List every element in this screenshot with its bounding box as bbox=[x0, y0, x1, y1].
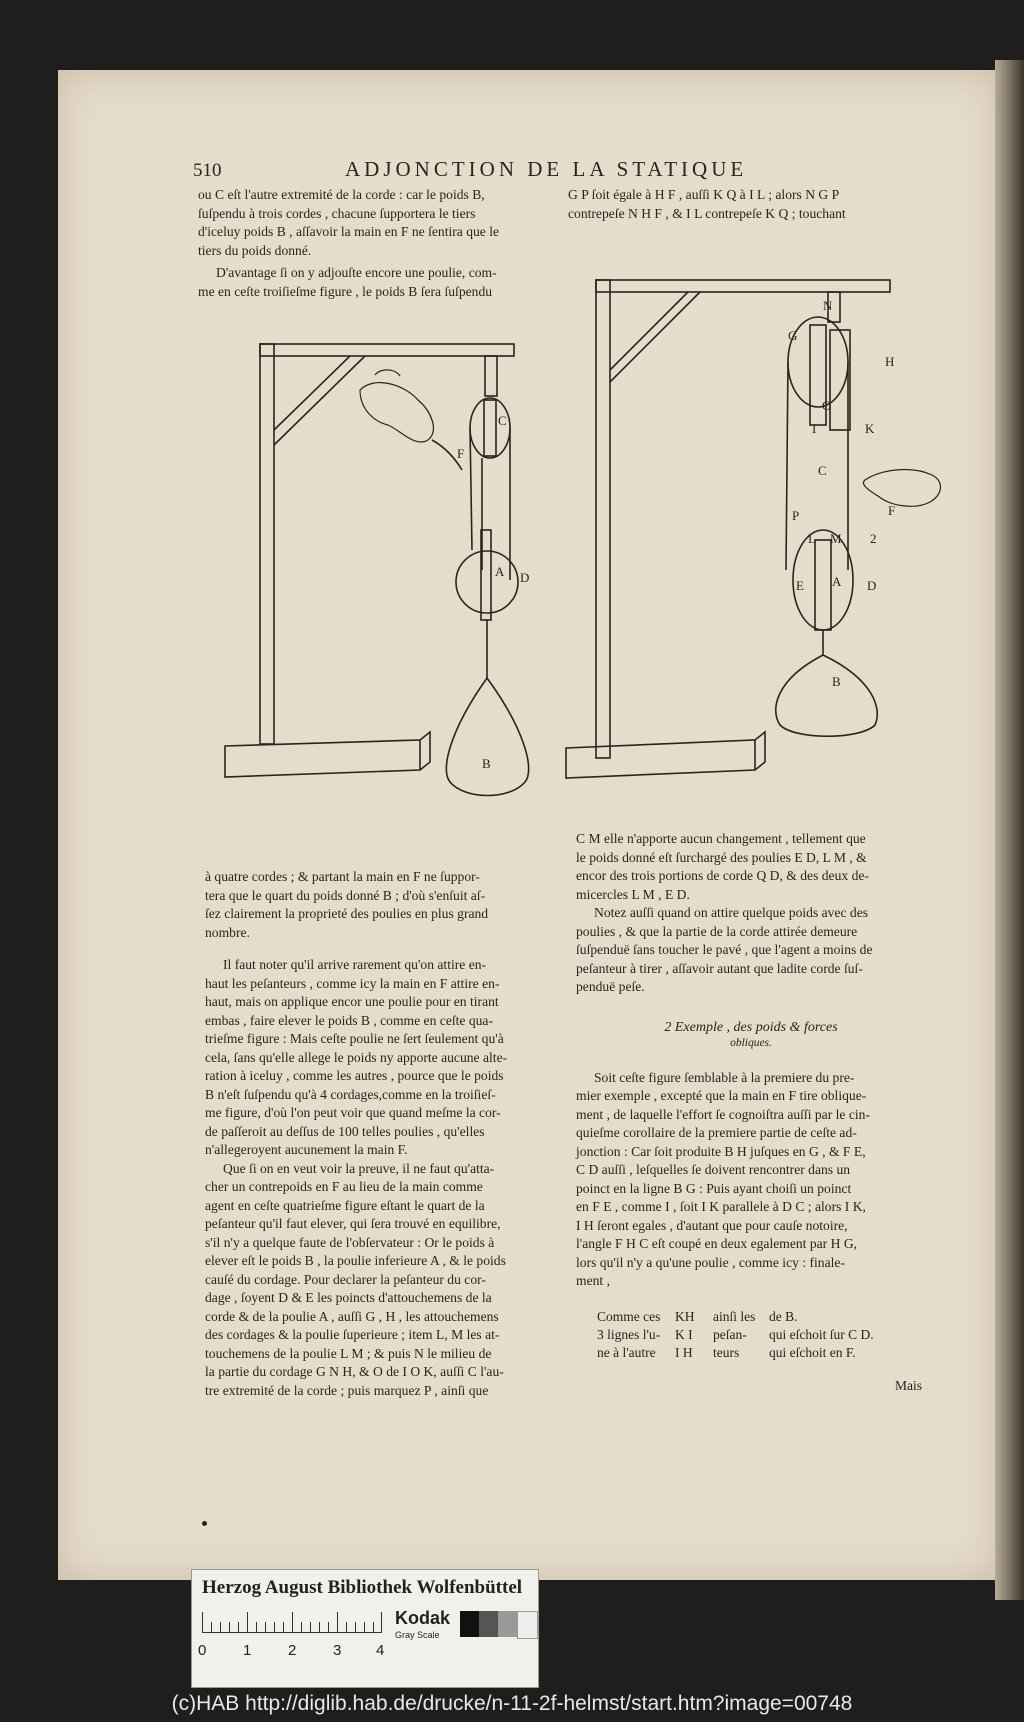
text-line: cauſé du cordage. Pour declarer la peſanteur du cor- bbox=[205, 1271, 486, 1287]
label-h: H bbox=[885, 354, 895, 369]
text-line: me figure, d'où l'on peut voir que quand meſme la cor- bbox=[205, 1105, 501, 1120]
gallows-brace bbox=[274, 356, 365, 445]
text-line: cela, ſans qu'elle allege le poids ny apporte aucune alte- bbox=[205, 1049, 508, 1065]
page-edge bbox=[995, 60, 1024, 1600]
label-f: F bbox=[888, 503, 896, 518]
label-e: E bbox=[796, 578, 804, 593]
text-line: s'il n'y a quelque faute de l'obſervateur : Or le poids à bbox=[205, 1234, 495, 1250]
text-line: la partie du cordage G N H, & O de I O K, auſſi C l'au- bbox=[205, 1364, 504, 1379]
text-line: des cordages & la poulie ſuperieure ; item L, M les at- bbox=[205, 1327, 500, 1342]
ruler-number: 0 bbox=[198, 1642, 207, 1659]
ruler-number: 3 bbox=[333, 1642, 342, 1659]
text-line: peſanteur qu'il faut elever, qui ſera trouvé en equilibre, bbox=[205, 1216, 501, 1231]
text-line: l'angle F H C eſt coupé en deux egalement par H G, bbox=[576, 1236, 858, 1251]
text-line: embas , faire elever le poids B , comme en ceſte qua- bbox=[205, 1012, 493, 1028]
proportion-cell: ne à l'autre bbox=[597, 1345, 656, 1360]
text-line: corde & de la poulie A , auſſi G , H , les attouchemens bbox=[205, 1308, 499, 1324]
left-column-bottom bbox=[205, 868, 560, 1400]
text-line: cher un contrepoids en F au lieu de la main comme bbox=[205, 1179, 483, 1194]
text-line: C D auſſi , leſquelles ſe doivent rencontrer dans un bbox=[576, 1162, 851, 1177]
ruler-scale bbox=[202, 1612, 382, 1633]
text-line: ſuſpendu à trois cordes , chacune ſupportera le tiers bbox=[198, 205, 476, 221]
text-line: ſuſpenduë ſans toucher le pavé , que l'agent a moins de bbox=[576, 942, 873, 957]
text-line: ou C eſt l'autre extremité de la corde : car le poids B, bbox=[198, 187, 485, 202]
upper-pulley-block bbox=[485, 356, 497, 396]
ink-dot bbox=[202, 1521, 207, 1526]
label-l: L bbox=[808, 531, 816, 546]
text-line: ment , de laquelle l'effort ſe cognoiſtra auſſi par le cin- bbox=[576, 1106, 870, 1122]
proportion-row bbox=[597, 1308, 927, 1326]
text-line: Notez auſſi quand on attire quelque poids avec des bbox=[594, 905, 869, 920]
color-target-card bbox=[191, 1569, 539, 1688]
label-d: D bbox=[867, 578, 877, 593]
text-line: tre extremité de la corde ; puis marquez P , ainſi que bbox=[205, 1382, 489, 1398]
text-line: mier exemple , excepté que la main en F tire oblique- bbox=[576, 1088, 867, 1103]
text-line: G P ſoit égale à H F , auſſi K Q à I L ; alors N G P bbox=[568, 187, 840, 202]
text-line: elever eſt le poids B , la poulie inferieure A , & le poids bbox=[205, 1253, 506, 1268]
proportion-cell: KH bbox=[675, 1309, 695, 1324]
text-line: B n'eſt ſuſpendu qu'à 4 cordages,comme en la troiſieſ- bbox=[205, 1086, 496, 1102]
text-line: agent en ceſte quatrieſme figure eſtant le quart de la bbox=[205, 1197, 485, 1213]
proportion-cell: K I bbox=[675, 1327, 693, 1342]
proportion-cell: ainſi les bbox=[713, 1309, 756, 1324]
text-line: tera que le quart du poids donné B ; d'où s'enſuit aſ- bbox=[205, 887, 486, 903]
text-line: de paſſeroit au deſſus de 100 telles poulies , qu'elles bbox=[205, 1123, 485, 1139]
text-line: ſez clairement la proprieté des poulies en plus grand bbox=[205, 906, 489, 921]
text-line: en F E , comme I , ſoit I K parallele à D C ; alors I K, bbox=[576, 1199, 866, 1214]
catchword: Mais bbox=[895, 1378, 922, 1393]
text-line: Soit ceſte figure ſemblable à la premiere du pre- bbox=[594, 1069, 855, 1085]
gray-swatch bbox=[498, 1611, 517, 1637]
text-line: Que ſi on en veut voir la preuve, il ne faut qu'atta- bbox=[223, 1160, 495, 1176]
text-line: n'allegeroyent aucunement la main F. bbox=[205, 1142, 408, 1157]
label-i: I bbox=[812, 421, 817, 436]
label-a: A bbox=[832, 574, 842, 589]
gallows-beam bbox=[596, 280, 890, 292]
label-m: M bbox=[830, 531, 842, 546]
text-line: dage , ſoyent D & E les poincts d'attouchemens de la bbox=[205, 1290, 492, 1305]
proportion-row bbox=[597, 1326, 927, 1344]
text-line: micercles L M , E D. bbox=[576, 886, 690, 902]
label-b: B bbox=[832, 674, 841, 689]
label-c: C bbox=[498, 413, 507, 428]
proportion-cell: Comme ces bbox=[597, 1309, 661, 1324]
label-k: K bbox=[865, 421, 875, 436]
label-f: F bbox=[457, 446, 465, 461]
ruler-number: 2 bbox=[288, 1642, 297, 1659]
proportion-cell: peſan- bbox=[713, 1327, 747, 1342]
weight-b bbox=[446, 678, 528, 796]
ruler-number: 4 bbox=[376, 1642, 385, 1659]
gallows-beam bbox=[260, 344, 514, 356]
text-line: touchemens de la poulie L M ; & puis N le milieu de bbox=[205, 1345, 492, 1361]
label-c: C bbox=[818, 463, 827, 478]
text-line: le poids donné eſt ſurchargé des poulies E D, L M , & bbox=[576, 849, 867, 865]
left-column-top bbox=[198, 186, 553, 301]
proportion-cell: de B. bbox=[769, 1309, 798, 1324]
gallows-post bbox=[596, 280, 610, 758]
label-n: N bbox=[823, 298, 833, 313]
text-line: poinct en la ligne B G : Puis ayant choiſi un poinct bbox=[576, 1180, 852, 1196]
gray-swatch bbox=[517, 1611, 538, 1639]
text-line: C M elle n'apporte aucun changement , tellement que bbox=[576, 831, 866, 846]
label-q: 2 bbox=[870, 531, 877, 546]
text-line: à quatre cordes ; & partant la main en F ne ſuppor- bbox=[205, 869, 480, 884]
proportion-cell: 3 lignes l'u- bbox=[597, 1327, 661, 1342]
proportion-cell: teurs bbox=[713, 1345, 740, 1360]
proportion-row bbox=[597, 1344, 927, 1362]
hand bbox=[360, 383, 433, 442]
text-line: haut les peſanteurs , comme icy la main en F attire en- bbox=[205, 975, 500, 991]
label-p: P bbox=[792, 508, 800, 523]
label-o: O bbox=[822, 398, 832, 413]
text-line: ration à iceluy , comme les autres , pource que le poids bbox=[205, 1068, 504, 1083]
gray-scale-label: Gray Scale bbox=[395, 1630, 440, 1640]
proportion-cell: qui eſchoit en F. bbox=[769, 1345, 856, 1360]
label-g: G bbox=[788, 328, 798, 343]
page-number: 510 bbox=[193, 160, 222, 181]
section-heading-continued: obliques. bbox=[730, 1036, 772, 1049]
gallows-brace bbox=[610, 292, 700, 382]
figure-right-pulley bbox=[560, 270, 960, 790]
text-line: ment , bbox=[576, 1273, 610, 1288]
text-line: me en ceſte troiſieſme figure , le poids B ſera ſuſpendu bbox=[198, 283, 493, 299]
text-line: haut, mais on applique encor une poulie pour en tirant bbox=[205, 994, 499, 1009]
text-line: Il faut noter qu'il arrive rarement qu'on attire en- bbox=[223, 957, 487, 972]
text-line: tiers du poids donné. bbox=[198, 242, 312, 258]
ruler-number: 1 bbox=[243, 1642, 252, 1659]
library-name: Herzog August Bibliothek Wolfenbüttel bbox=[202, 1577, 523, 1598]
label-d: D bbox=[520, 570, 530, 585]
figure-left-pulley bbox=[200, 330, 540, 860]
label-b: B bbox=[482, 756, 491, 771]
proportion-cell: I H bbox=[675, 1345, 693, 1360]
upper-pulley bbox=[470, 398, 510, 458]
section-heading: 2 Exemple , des poids & forces bbox=[664, 1019, 838, 1035]
text-line: poulies , & que la partie de la corde attirée demeure bbox=[576, 923, 858, 939]
kodak-logo: Kodak bbox=[395, 1608, 451, 1628]
label-a: A bbox=[495, 564, 505, 579]
gallows-post bbox=[260, 344, 274, 744]
text-line: lors qu'il n'y a qu'une poulie , comme icy : finale- bbox=[576, 1254, 845, 1270]
right-column-top bbox=[568, 186, 923, 223]
text-line: jonction : Car ſoit produite B H juſques en G , & F E, bbox=[576, 1143, 866, 1159]
text-line: D'avantage ſi on y adjouſte encore une poulie, com- bbox=[216, 265, 497, 280]
text-line: d'iceluy poids B , aſſavoir la main en F ne ſentira que le bbox=[198, 224, 500, 239]
text-line: I H ſeront egales , d'autant que pour cauſe notoire, bbox=[576, 1217, 848, 1233]
weight-b bbox=[776, 655, 878, 736]
text-line: encor des trois portions de corde Q D, & des deux de- bbox=[576, 868, 869, 883]
right-column-bottom bbox=[576, 830, 926, 1291]
source-url[interactable]: (c)HAB http://diglib.hab.de/drucke/n-11-2f-helmst/start.htm?image=00748 bbox=[171, 1692, 853, 1715]
text-line: nombre. bbox=[205, 924, 250, 940]
text-line: quieſme corollaire de la premiere partie de ceſte ad- bbox=[576, 1125, 857, 1140]
running-title: ADJONCTION DE LA STATIQUE bbox=[345, 157, 748, 181]
lower-pulley bbox=[456, 551, 518, 613]
gray-swatch bbox=[479, 1611, 498, 1637]
proportion-cell: qui eſchoit ſur C D. bbox=[769, 1327, 874, 1342]
text-line: peſanteur à tirer , aſſavoir autant que ladite corde ſuſ- bbox=[576, 960, 863, 976]
text-line: contrepeſe N H F , & I L contrepeſe K Q ; touchant bbox=[568, 205, 846, 221]
gallows-base bbox=[225, 732, 430, 777]
gray-swatch bbox=[460, 1611, 479, 1637]
text-line: trieſme figure : Mais ceſte poulie ne ſert ſeulement qu'à bbox=[205, 1031, 504, 1046]
hand bbox=[863, 470, 940, 507]
text-line: penduë peſe. bbox=[576, 979, 645, 994]
proportion-table bbox=[597, 1308, 927, 1362]
